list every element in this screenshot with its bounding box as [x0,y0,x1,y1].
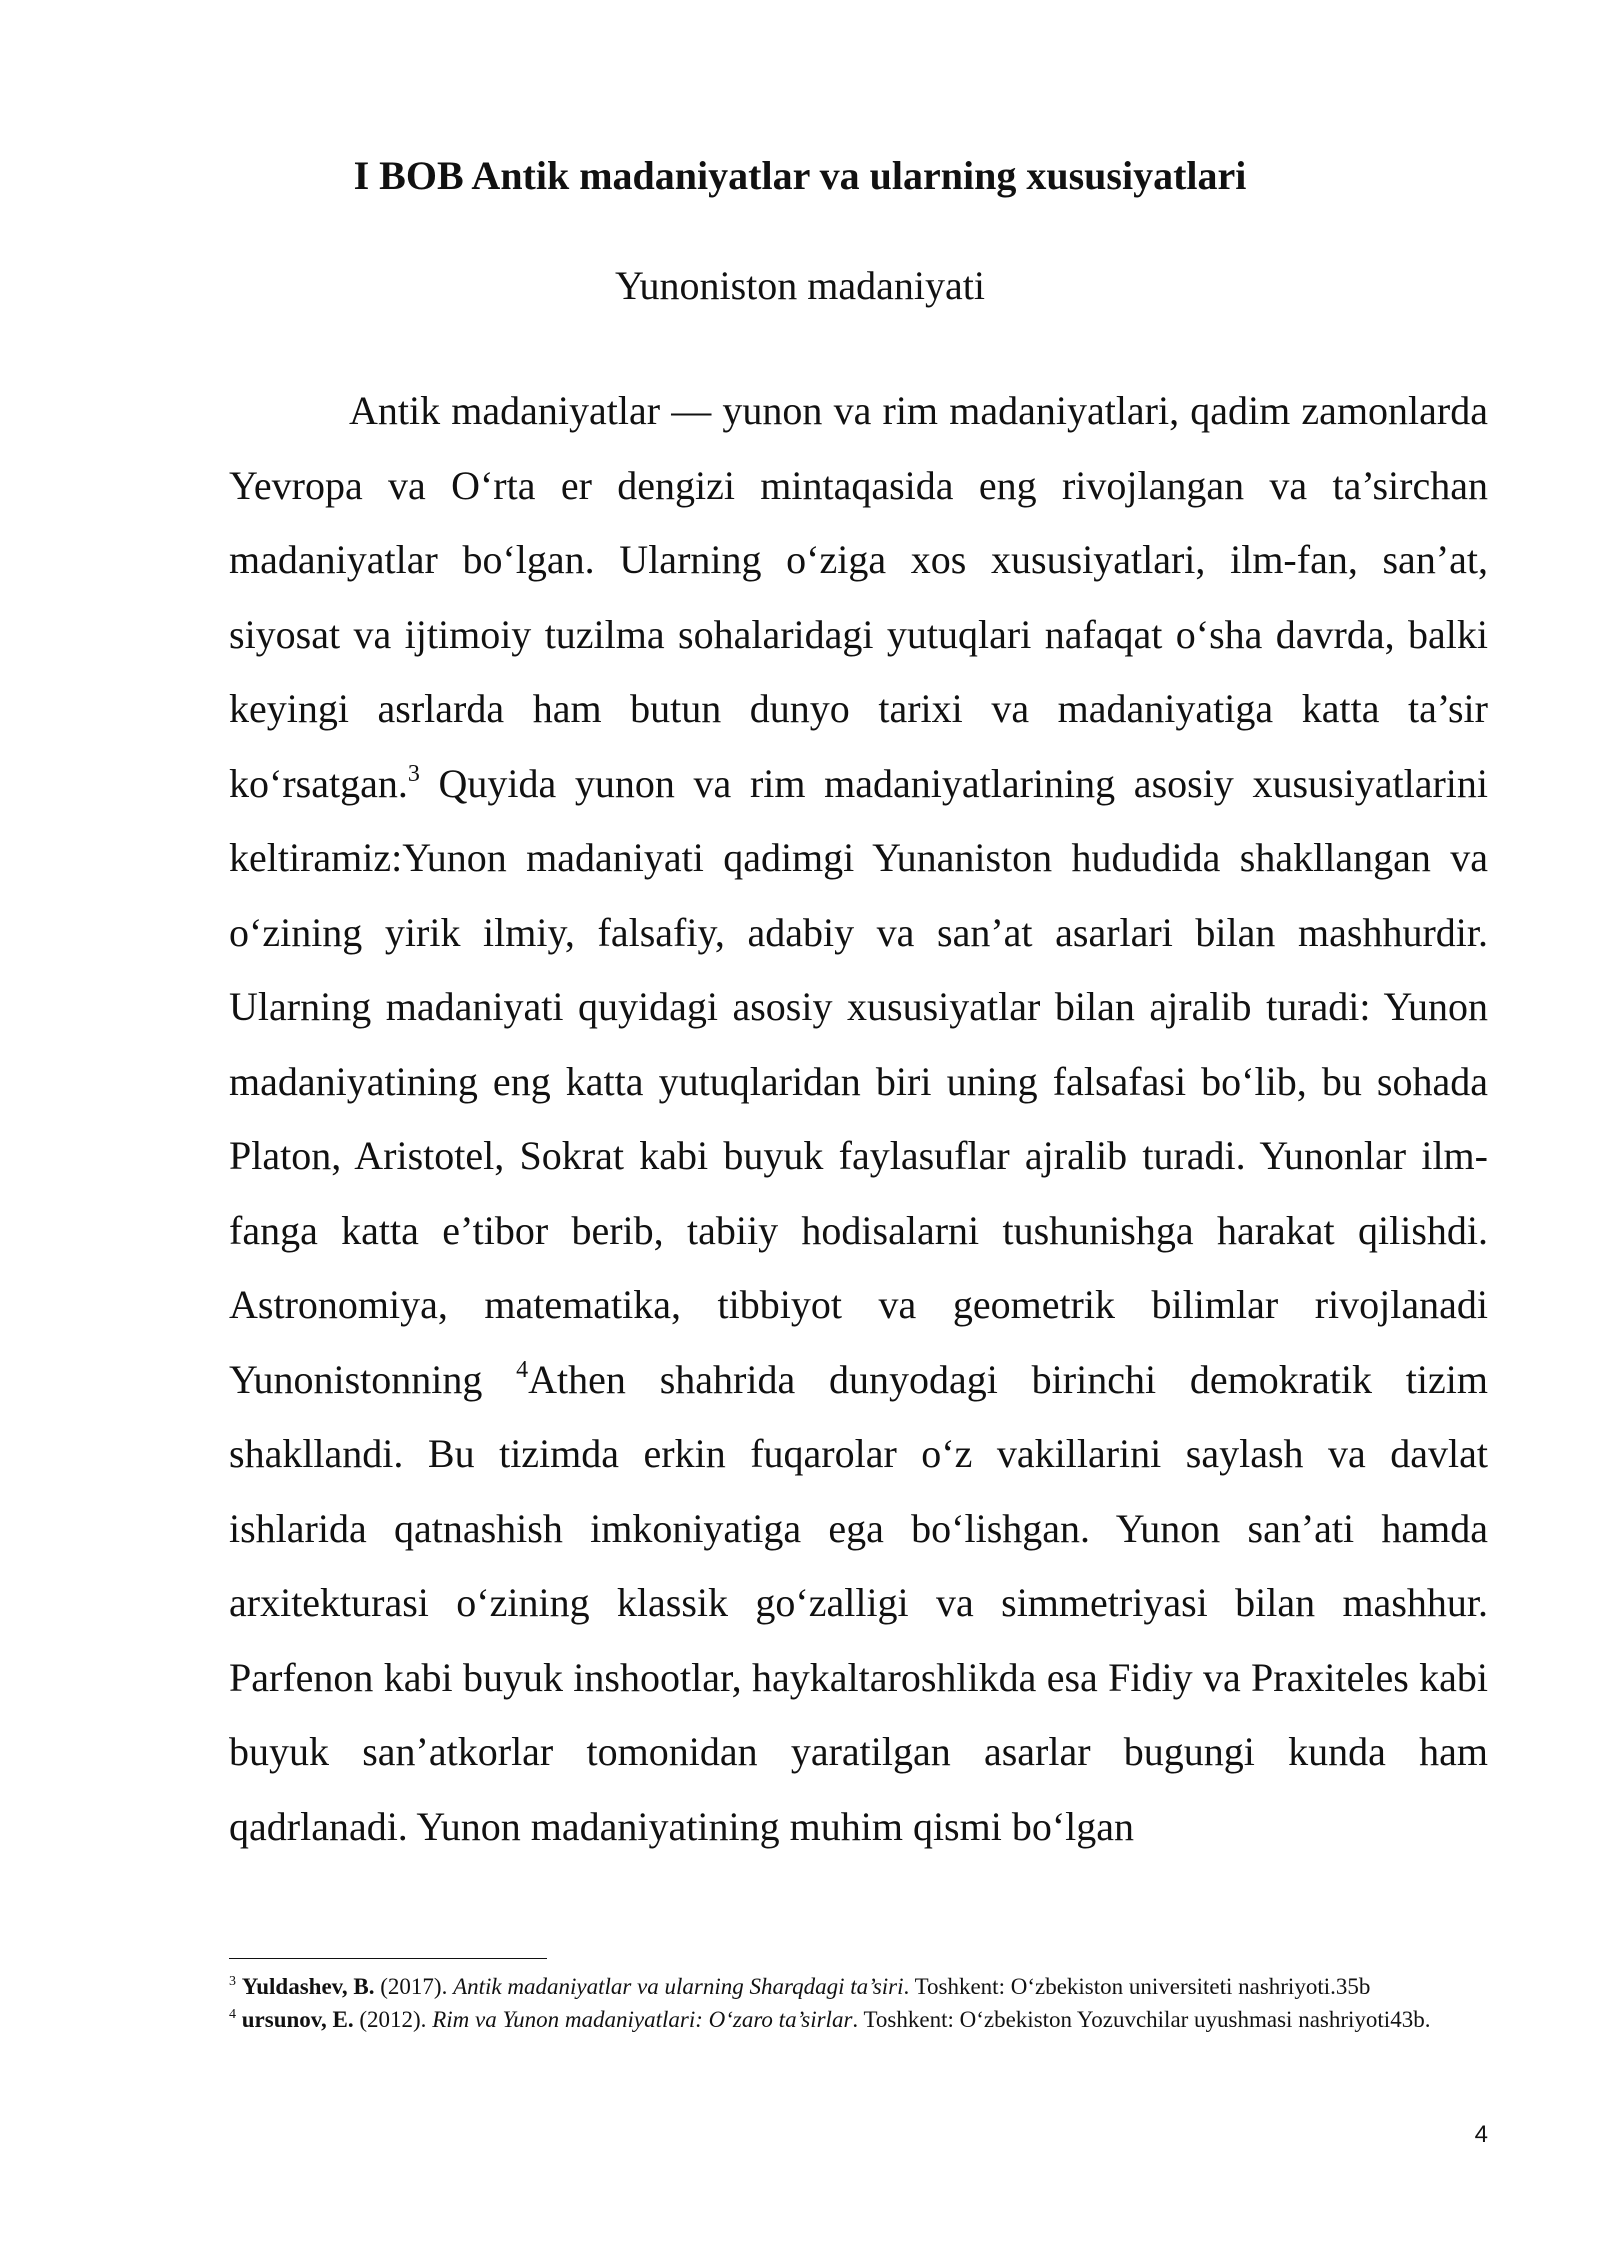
footnote-number: 3 [229,1974,236,1989]
footnote-author: Yuldashev, B. [241,1974,375,1999]
footnote-year: (2017). [374,1974,454,1999]
page-number: 4 [1474,2121,1488,2148]
footnote-reference-4[interactable]: 4 [516,1356,529,1383]
footnote-year: (2012). [353,2007,433,2032]
footnote-4 [229,2004,1488,2035]
footnote-title: Rim va Yunon madaniyatlari: O‘zaro ta’sirlar [432,2007,853,2032]
chapter-title: I BOB Antik madaniyatlar va ularning xususiyatlari [353,153,1247,198]
footnote-3 [229,1971,1488,2002]
footnote-publisher: . Toshkent: O‘zbekiston universiteti nashriyoti.35b [903,1974,1371,1999]
body-paragraph [229,374,1488,1864]
footnotes-section [229,1971,1488,2037]
footnote-separator [229,1958,547,1959]
body-text-part-3: Athen shahrida dunyodagi birinchi demokratik tizim shakllandi. Bu tizimda erkin fuqarolar o‘z vakillarini saylash va davlat ishlarida qatnashish imkoniyatiga ega bo‘lishgan. Yunon san’ati hamda arxitekturasi o‘zining klassik go‘zalligi va simmetriyasi bilan mashhur. Parfenon kabi buyuk inshootlar, haykaltaroshlikda esa Fidiy va Praxiteles kabi buyuk san’atkorlar tomonidan yaratilgan asarlar bugungi kunda ham qadrlanadi. Yunon madaniyatining muhim qismi bo‘lgan [229,1356,1489,1849]
body-text-part-1: Antik madaniyatlar — yunon va rim madaniyatlari, qadim zamonlarda Yevropa va O‘rta er dengizi mintaqasida eng rivojlangan va ta’sirchan madaniyatlar bo‘lgan. Ularning o‘ziga xos xususiyatlari, ilm-fan, san’at, siyosat va ijtimoiy tuzilma sohalaridagi yutuqlari nafaqat o‘sha davrda, balki keyingi asrlarda ham butun dunyo tarixi va madaniyatiga katta ta’sir ko‘rsatgan. [229,388,1488,806]
footnote-title: Antik madaniyatlar va ularning Sharqdagi ta’siri [453,1974,904,1999]
footnote-reference-3[interactable]: 3 [407,760,420,787]
footnote-author: ursunov, E. [241,2007,354,2032]
footnote-number: 4 [229,2007,236,2022]
footnote-publisher: . Toshkent: O‘zbekiston Yozuvchilar uyushmasi nashriyoti43b. [852,2007,1431,2032]
body-text-part-2: Quyida yunon va rim madaniyatlarining asosiy xususiyatlarini keltiramiz:Yunon madaniyati qadimgi Yunaniston hududida shakllangan va o‘zining yirik ilmiy, falsafiy, adabiy va san’at asarlari bilan mashhurdir. Ularning madaniyati quyidagi asosiy xususiyatlar bilan ajralib turadi: Yunon madaniyatining eng katta yutuqlaridan biri uning falsafasi bo‘lib, bu sohada Platon, Aristotel, Sokrat kabi buyuk faylasuflar ajralib turadi. Yunonlar ilm-fanga katta e’tibor berib, tabiiy hodisalarni tushunishga harakat qilishdi. Astronomiya, matematika, tibbiyot va geometrik bilimlar rivojlanadi Yunonistonning [229,760,1488,1402]
section-title: Yunoniston madaniyati [615,263,985,308]
